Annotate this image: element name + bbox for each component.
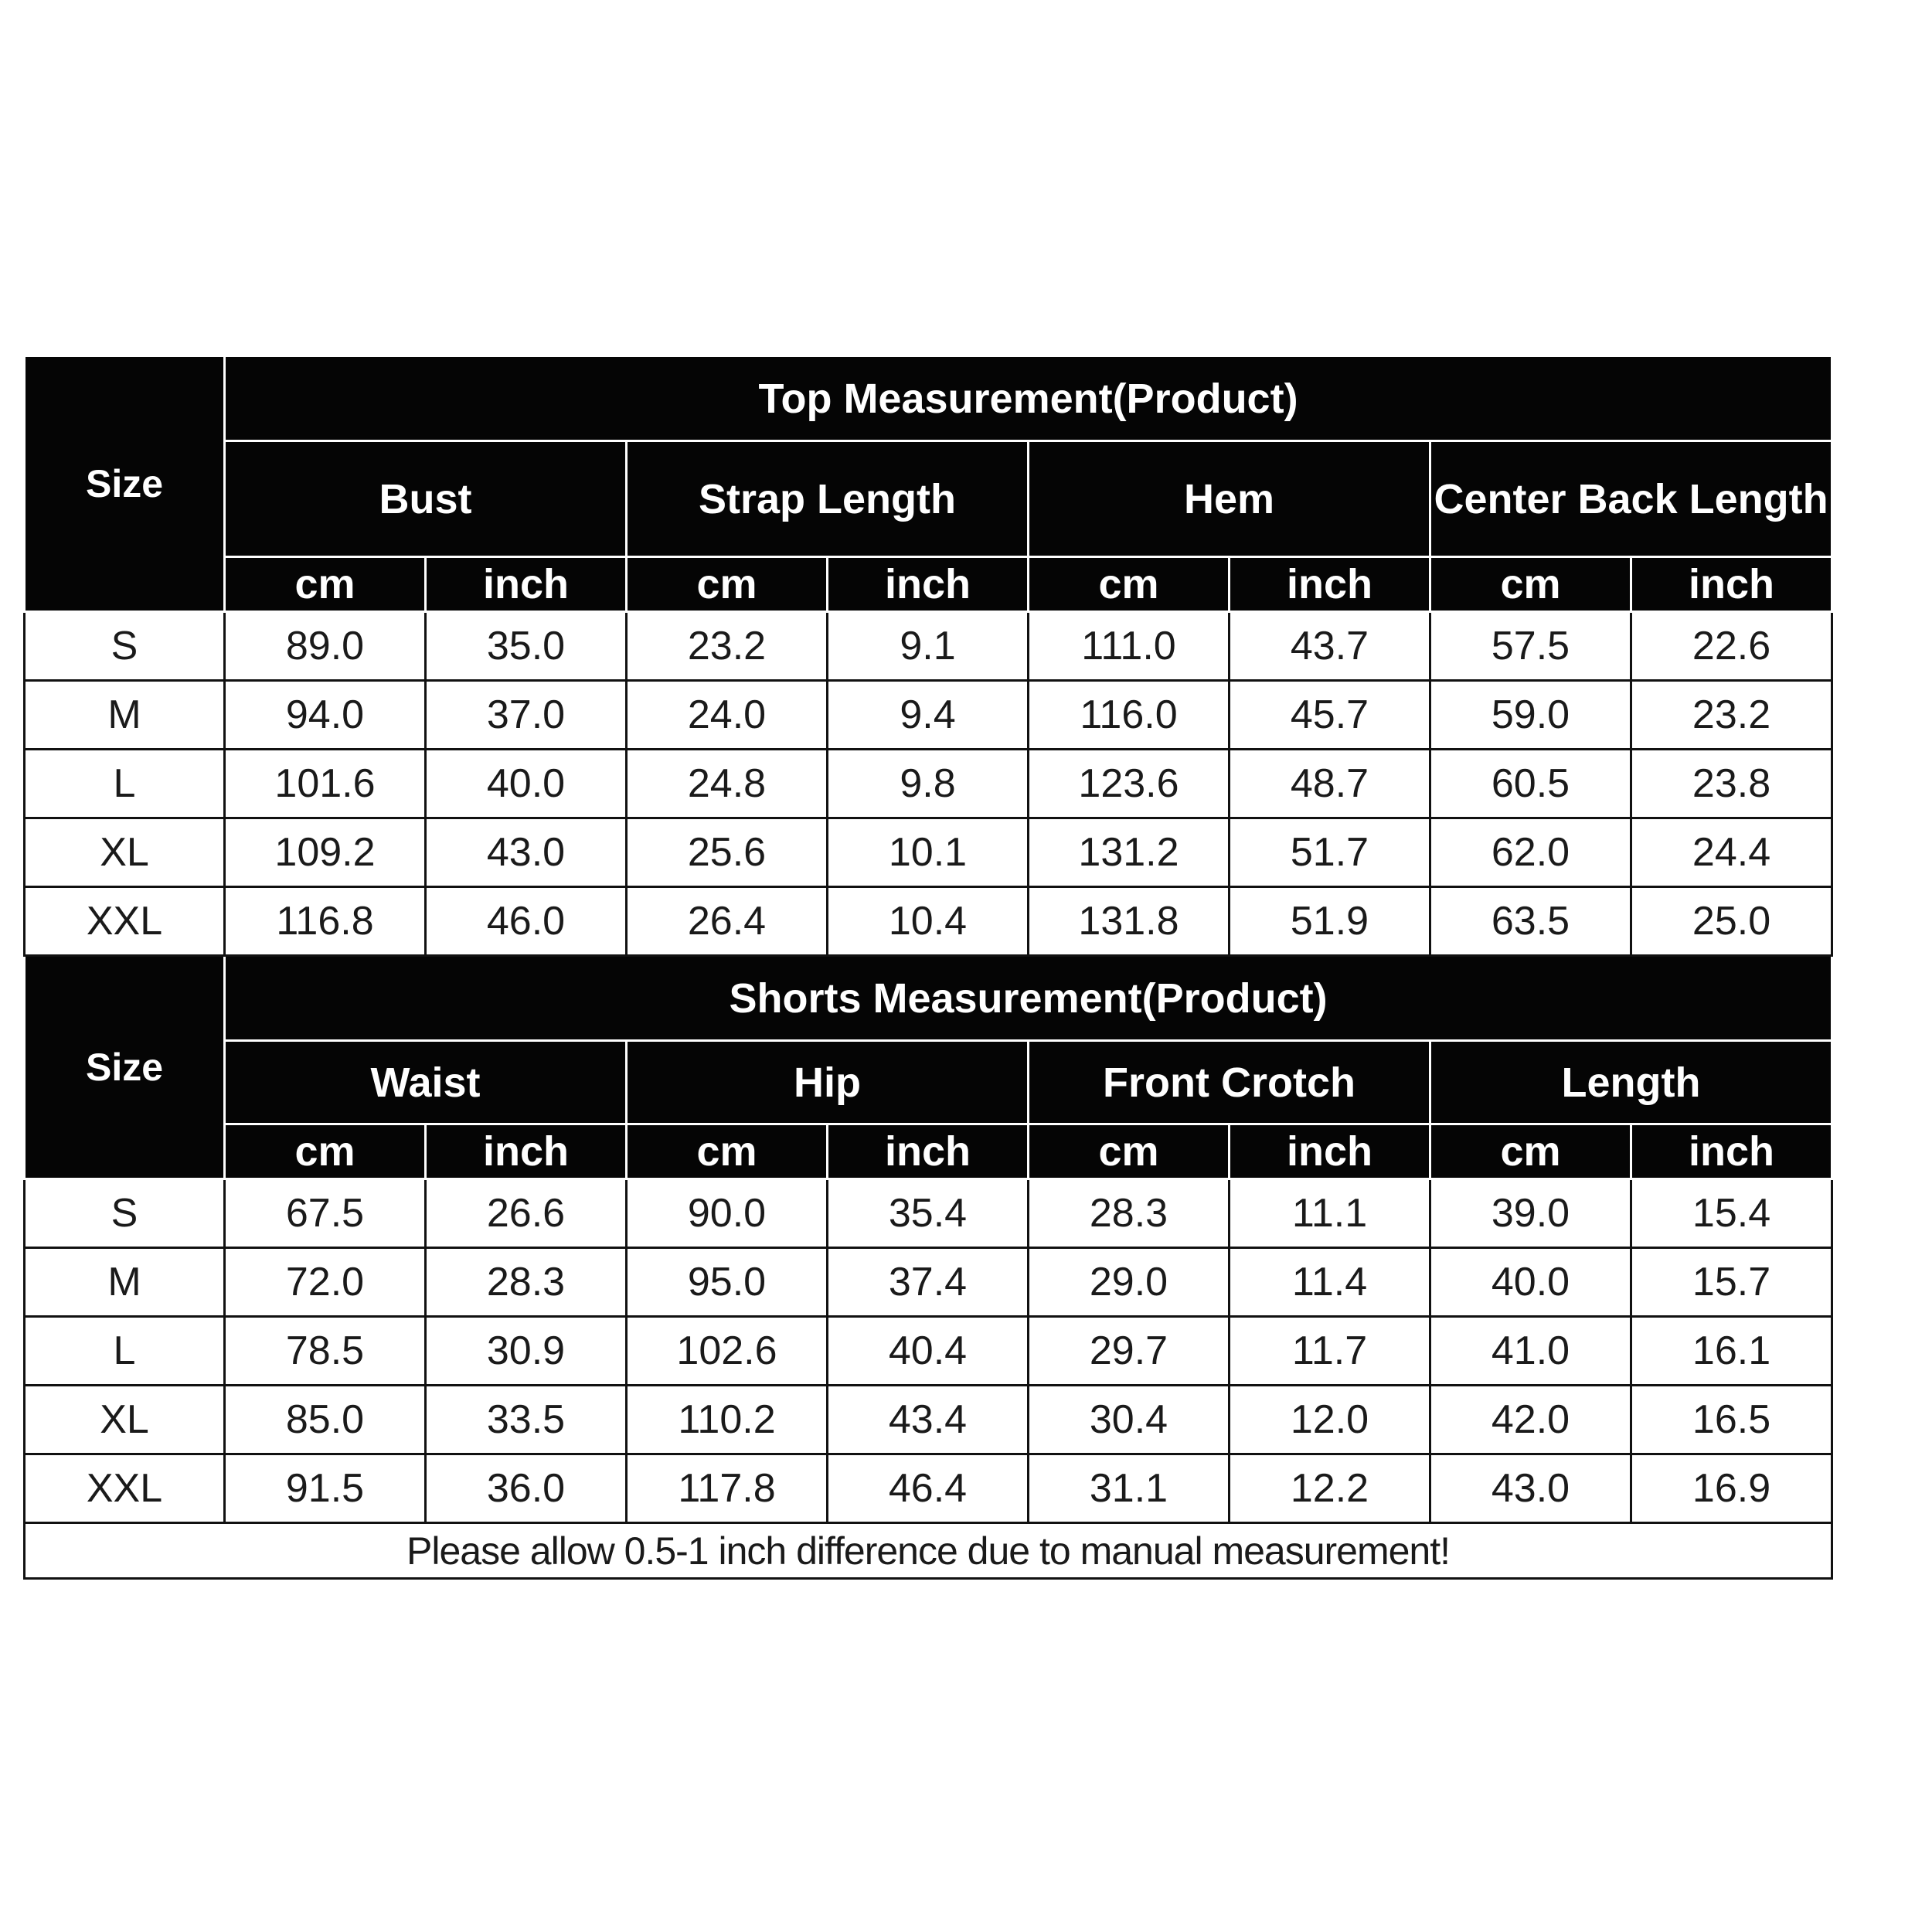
value-cell: 67.5 <box>225 1179 426 1248</box>
shorts-unit-header: cm <box>225 1124 426 1179</box>
value-cell: 39.0 <box>1430 1179 1631 1248</box>
value-cell: 37.0 <box>426 681 627 750</box>
size-cell: M <box>25 681 225 750</box>
top-unit-header: inch <box>426 557 627 612</box>
shorts-row <box>25 1248 1832 1317</box>
value-cell: 10.1 <box>828 818 1029 887</box>
top-row <box>25 681 1832 750</box>
size-cell: XL <box>25 818 225 887</box>
shorts-size-header: Size <box>25 956 225 1179</box>
value-cell: 102.6 <box>627 1317 828 1386</box>
value-cell: 9.1 <box>828 612 1029 681</box>
size-cell: L <box>25 1317 225 1386</box>
value-cell: 37.4 <box>828 1248 1029 1317</box>
value-cell: 62.0 <box>1430 818 1631 887</box>
shorts-group-header: Length <box>1430 1041 1832 1124</box>
value-cell: 46.4 <box>828 1454 1029 1523</box>
value-cell: 11.7 <box>1230 1317 1430 1386</box>
value-cell: 63.5 <box>1430 887 1631 956</box>
value-cell: 10.4 <box>828 887 1029 956</box>
value-cell: 23.2 <box>1631 681 1832 750</box>
value-cell: 11.1 <box>1230 1179 1430 1248</box>
value-cell: 116.0 <box>1029 681 1230 750</box>
value-cell: 43.0 <box>1430 1454 1631 1523</box>
value-cell: 48.7 <box>1230 750 1430 818</box>
value-cell: 31.1 <box>1029 1454 1230 1523</box>
value-cell: 131.8 <box>1029 887 1230 956</box>
top-unit-header: inch <box>1230 557 1430 612</box>
value-cell: 16.9 <box>1631 1454 1832 1523</box>
value-cell: 15.7 <box>1631 1248 1832 1317</box>
value-cell: 116.8 <box>225 887 426 956</box>
value-cell: 9.4 <box>828 681 1029 750</box>
top-unit-row <box>25 557 1832 612</box>
top-group-row <box>25 441 1832 557</box>
value-cell: 89.0 <box>225 612 426 681</box>
shorts-row <box>25 1386 1832 1454</box>
value-cell: 51.9 <box>1230 887 1430 956</box>
value-cell: 35.4 <box>828 1179 1029 1248</box>
top-row <box>25 750 1832 818</box>
value-cell: 40.0 <box>426 750 627 818</box>
size-cell: XXL <box>25 1454 225 1523</box>
size-chart <box>23 355 1832 1580</box>
value-cell: 43.0 <box>426 818 627 887</box>
value-cell: 95.0 <box>627 1248 828 1317</box>
top-row <box>25 818 1832 887</box>
value-cell: 110.2 <box>627 1386 828 1454</box>
top-group-header: Center Back Length <box>1430 441 1832 557</box>
value-cell: 24.0 <box>627 681 828 750</box>
shorts-unit-header: cm <box>1430 1124 1631 1179</box>
top-size-header: Size <box>25 356 225 612</box>
value-cell: 30.9 <box>426 1317 627 1386</box>
value-cell: 131.2 <box>1029 818 1230 887</box>
value-cell: 42.0 <box>1430 1386 1631 1454</box>
value-cell: 43.7 <box>1230 612 1430 681</box>
top-title-row <box>25 356 1832 441</box>
value-cell: 57.5 <box>1430 612 1631 681</box>
value-cell: 29.7 <box>1029 1317 1230 1386</box>
top-title: Top Measurement(Product) <box>225 356 1832 441</box>
value-cell: 12.2 <box>1230 1454 1430 1523</box>
value-cell: 23.2 <box>627 612 828 681</box>
top-unit-header: inch <box>828 557 1029 612</box>
shorts-title-row <box>25 956 1832 1041</box>
shorts-group-header: Front Crotch <box>1029 1041 1430 1124</box>
top-unit-header: inch <box>1631 557 1832 612</box>
value-cell: 40.0 <box>1430 1248 1631 1317</box>
size-cell: XXL <box>25 887 225 956</box>
note-row <box>25 1523 1832 1579</box>
value-cell: 28.3 <box>426 1248 627 1317</box>
shorts-unit-header: cm <box>627 1124 828 1179</box>
value-cell: 41.0 <box>1430 1317 1631 1386</box>
size-chart-table <box>23 355 1833 1580</box>
shorts-unit-header: inch <box>426 1124 627 1179</box>
value-cell: 90.0 <box>627 1179 828 1248</box>
value-cell: 26.4 <box>627 887 828 956</box>
value-cell: 43.4 <box>828 1386 1029 1454</box>
value-cell: 123.6 <box>1029 750 1230 818</box>
value-cell: 30.4 <box>1029 1386 1230 1454</box>
value-cell: 46.0 <box>426 887 627 956</box>
value-cell: 59.0 <box>1430 681 1631 750</box>
value-cell: 35.0 <box>426 612 627 681</box>
top-row <box>25 887 1832 956</box>
value-cell: 12.0 <box>1230 1386 1430 1454</box>
value-cell: 36.0 <box>426 1454 627 1523</box>
shorts-group-header: Waist <box>225 1041 627 1124</box>
shorts-unit-row <box>25 1124 1832 1179</box>
value-cell: 16.1 <box>1631 1317 1832 1386</box>
value-cell: 91.5 <box>225 1454 426 1523</box>
size-cell: M <box>25 1248 225 1317</box>
shorts-unit-header: inch <box>828 1124 1029 1179</box>
value-cell: 40.4 <box>828 1317 1029 1386</box>
value-cell: 85.0 <box>225 1386 426 1454</box>
shorts-unit-header: inch <box>1631 1124 1832 1179</box>
top-group-header: Strap Length <box>627 441 1029 557</box>
shorts-unit-header: cm <box>1029 1124 1230 1179</box>
value-cell: 45.7 <box>1230 681 1430 750</box>
size-cell: S <box>25 612 225 681</box>
size-cell: L <box>25 750 225 818</box>
value-cell: 9.8 <box>828 750 1029 818</box>
value-cell: 51.7 <box>1230 818 1430 887</box>
top-unit-header: cm <box>627 557 828 612</box>
size-chart-body <box>25 356 1832 1579</box>
shorts-unit-header: inch <box>1230 1124 1430 1179</box>
top-row <box>25 612 1832 681</box>
value-cell: 28.3 <box>1029 1179 1230 1248</box>
top-group-header: Bust <box>225 441 627 557</box>
value-cell: 16.5 <box>1631 1386 1832 1454</box>
value-cell: 101.6 <box>225 750 426 818</box>
value-cell: 78.5 <box>225 1317 426 1386</box>
shorts-row <box>25 1179 1832 1248</box>
value-cell: 29.0 <box>1029 1248 1230 1317</box>
value-cell: 25.0 <box>1631 887 1832 956</box>
size-cell: XL <box>25 1386 225 1454</box>
value-cell: 109.2 <box>225 818 426 887</box>
value-cell: 26.6 <box>426 1179 627 1248</box>
size-cell: S <box>25 1179 225 1248</box>
shorts-title: Shorts Measurement(Product) <box>225 956 1832 1041</box>
value-cell: 60.5 <box>1430 750 1631 818</box>
value-cell: 111.0 <box>1029 612 1230 681</box>
value-cell: 11.4 <box>1230 1248 1430 1317</box>
shorts-row <box>25 1454 1832 1523</box>
value-cell: 117.8 <box>627 1454 828 1523</box>
value-cell: 33.5 <box>426 1386 627 1454</box>
top-unit-header: cm <box>1029 557 1230 612</box>
value-cell: 22.6 <box>1631 612 1832 681</box>
value-cell: 94.0 <box>225 681 426 750</box>
top-unit-header: cm <box>225 557 426 612</box>
shorts-group-header: Hip <box>627 1041 1029 1124</box>
value-cell: 23.8 <box>1631 750 1832 818</box>
value-cell: 15.4 <box>1631 1179 1832 1248</box>
top-group-header: Hem <box>1029 441 1430 557</box>
measurement-note: Please allow 0.5-1 inch difference due to manual measurement! <box>25 1523 1832 1579</box>
value-cell: 25.6 <box>627 818 828 887</box>
top-unit-header: cm <box>1430 557 1631 612</box>
shorts-group-row <box>25 1041 1832 1124</box>
value-cell: 24.4 <box>1631 818 1832 887</box>
value-cell: 72.0 <box>225 1248 426 1317</box>
value-cell: 24.8 <box>627 750 828 818</box>
shorts-row <box>25 1317 1832 1386</box>
